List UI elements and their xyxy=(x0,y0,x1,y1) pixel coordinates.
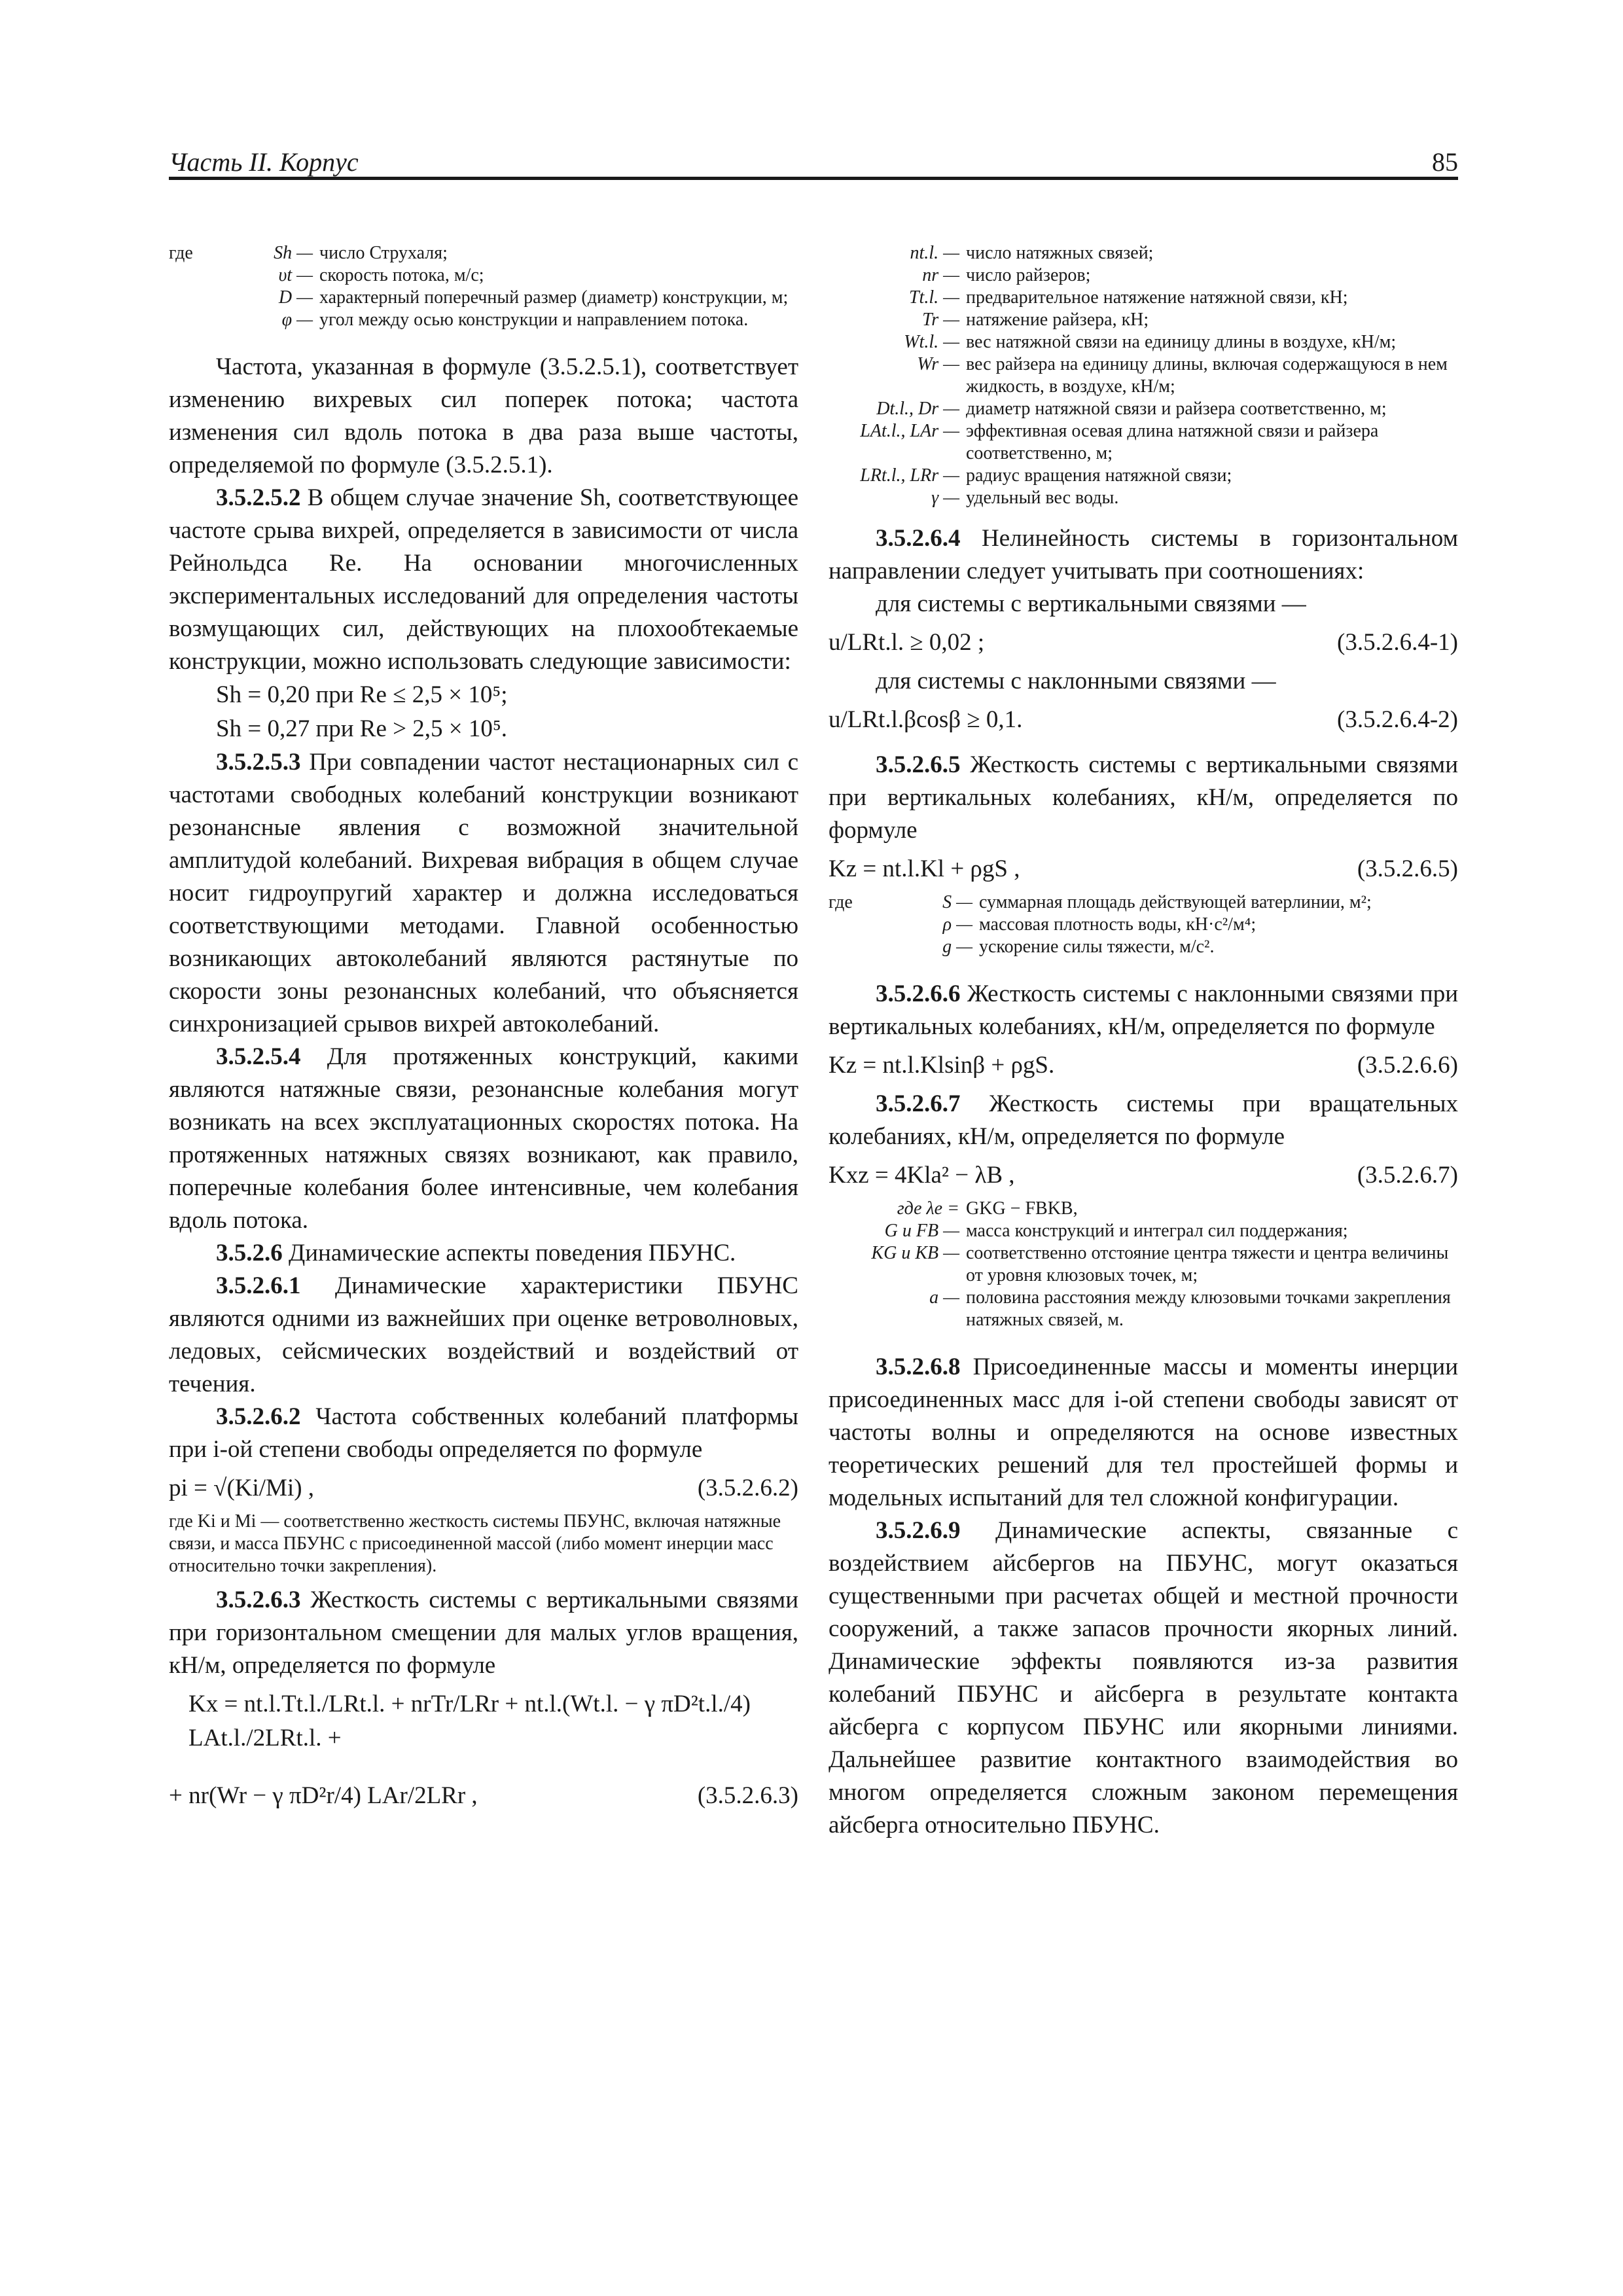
section-3-5-2-6-5: 3.5.2.6.5 Жесткость системы с вертикальными связями при вертикальных колебаниях, кН/м, определяется по формуле xyxy=(829,751,1458,844)
formula-3-5-2-6-4-1: u/LRt.l. ≥ 0,02 ; (3.5.2.6.4-1) xyxy=(829,629,1458,656)
legend-tension-legs xyxy=(829,242,1458,509)
legend-row xyxy=(829,264,1458,287)
legend-symbol: a — xyxy=(929,1287,959,1308)
section-3-5-2-5-4: 3.5.2.5.4 Для протяженных конструкций, какими являются натяжные связи, резонансные колебания могут возникать на всех эксплуатационных скоростях потока. На протяженных натяжных связях возникают, как правило, поперечные колебания более интенсивные, чем колебания вдоль потока. xyxy=(169,1043,799,1234)
legend-row xyxy=(901,914,1458,936)
legend-row xyxy=(829,420,1458,465)
section-3-5-2-6-6: 3.5.2.6.6 Жесткость системы с наклонными связями при вертикальных колебаниях, кН/м, определяется по формуле xyxy=(829,980,1458,1040)
legend-symbol: nr — xyxy=(922,265,959,285)
header-rule xyxy=(169,177,1458,180)
legend-symbol: S — xyxy=(942,892,972,912)
legend-description: характерный поперечный размер (диаметр) конструкции, м; xyxy=(319,287,789,308)
legend-description: соответственно отстояние центра тяжести и центра величины от уровня клюзовых точек, м; xyxy=(966,1243,1449,1285)
legend-row xyxy=(829,1220,1458,1242)
legend-symbol: ρ — xyxy=(942,914,972,935)
section-3-5-2-6-1: 3.5.2.6.1 Динамические характеристики ПБУНС являются одними из важнейших при оценке ветроволновых, ледовых, сейсмических воздействий и воздействий от течения. xyxy=(169,1272,798,1397)
paragraph: Частота, указанная в формуле (3.5.2.5.1), соответствует изменению вихревых сил поперек потока; частота изменения сил вдоль потока в два раза выше частоты, определяемой по формуле (3.5.2.5.1). xyxy=(169,353,798,478)
section-3-5-2-6-4: 3.5.2.6.4 Нелинейность системы в горизонтальном направлении следует учитывать при соотношениях: xyxy=(829,525,1458,584)
section-3-5-2-6-2: 3.5.2.6.2 Частота собственных колебаний платформы при i-ой степени свободы определяется по формуле xyxy=(169,1403,799,1463)
legend-description: суммарная площадь действующей ватерлинии, м²; xyxy=(979,892,1372,912)
legend-label: где xyxy=(829,892,853,912)
legend-description: эффективная осевая длина натяжной связи и райзера соответственно, м; xyxy=(966,421,1379,463)
paragraph-inclined: для системы с наклонными связями — xyxy=(876,668,1276,694)
formula-kx-line1: Kx = nt.l.Tt.l./LRt.l. + nrTr/LRr + nt.l.(Wt.l. − γ πD²t.l./4) LAt.l./2LRt.l. + xyxy=(188,1691,751,1751)
legend-symbol: KG и KB — xyxy=(871,1243,959,1263)
legend-symbol: Wr — xyxy=(917,354,959,374)
legend-description: половина расстояния между клюзовыми точками закрепления натяжных связей, м. xyxy=(966,1287,1451,1330)
legend-description: GKG − FBKB, xyxy=(966,1198,1078,1219)
legend-description: удельный вес воды. xyxy=(966,488,1119,508)
legend-row xyxy=(241,242,798,264)
legend-description: масса конструкций и интеграл сил поддержания; xyxy=(966,1221,1348,1241)
legend-description: число натяжных связей; xyxy=(966,243,1154,263)
paragraph-vertical: для системы с вертикальными связями — xyxy=(876,590,1306,617)
section-3-5-2-5-2: 3.5.2.5.2 В общем случае значение Sh, соответствующее частоте срыва вихрей, определяется в зависимости от числа Рейнольдса Re. На основании многочисленных экспериментальных исследований для определения частоты возмущающих сил, действующих на плохообтекаемые конструкции, можно использовать следующие зависимости: xyxy=(169,484,798,675)
legend-rotational xyxy=(829,1198,1458,1331)
running-title: Часть II. Корпус xyxy=(169,147,359,177)
formula-3-5-2-6-2: pi = √(Ki/Mi) , (3.5.2.6.2) xyxy=(169,1475,798,1501)
legend-row xyxy=(829,353,1458,398)
left-column xyxy=(169,242,798,1818)
legend-row xyxy=(829,331,1458,353)
legend-symbol: nt.l. — xyxy=(910,243,959,263)
formula-3-5-2-6-6: Kz = nt.l.Klsinβ + ρgS. (3.5.2.6.6) xyxy=(829,1052,1458,1079)
legend-symbol: где λe = xyxy=(897,1198,959,1219)
legend-symbol: Dt.l., Dr — xyxy=(876,399,959,419)
legend-row xyxy=(829,465,1458,487)
legend-row xyxy=(829,398,1458,420)
legend-row xyxy=(241,287,798,309)
legend-strouhal xyxy=(169,242,798,331)
formula-kx-line2: + nr(Wr − γ πD²r/4) LAr/2LRr , (3.5.2.6.3) xyxy=(169,1782,798,1809)
right-column xyxy=(829,242,1458,1842)
legend-row xyxy=(901,891,1458,914)
legend-symbol: LRt.l., LRr — xyxy=(860,465,959,486)
formula-3-5-2-6-4-2: u/LRt.l.βcosβ ≥ 0,1. (3.5.2.6.4-2) xyxy=(829,706,1458,733)
legend-symbol: φ — xyxy=(281,310,313,330)
legend-symbol: Tt.l. — xyxy=(908,287,959,308)
legend-symbol: Tr — xyxy=(922,310,959,330)
legend-symbol: υt — xyxy=(278,265,313,285)
section-3-5-2-6-8: 3.5.2.6.8 Присоединенные массы и моменты инерции присоединенных масс для i-ой степени свободы зависят от частоты волны и определяются на основе известных теоретических решений для тел простейшей формы и модельных испытаний для тел сложной конфигурации. xyxy=(829,1354,1458,1511)
legend-symbol: Wt.l. — xyxy=(904,332,959,352)
legend-label: где xyxy=(169,243,193,263)
legend-description: радиус вращения натяжной связи; xyxy=(966,465,1232,486)
legend-description: массовая плотность воды, кН·с²/м⁴; xyxy=(979,914,1257,935)
legend-row xyxy=(829,242,1458,264)
legend-row xyxy=(829,309,1458,331)
formula-sh-1: Sh = 0,20 при Re ≤ 2,5 × 10⁵; xyxy=(216,681,508,708)
legend-description: вес райзера на единицу длины, включая содержащуюся в нем жидкость, в воздухе, кН/м; xyxy=(966,354,1448,397)
legend-row xyxy=(829,487,1458,509)
legend-symbol: G и FB — xyxy=(884,1221,959,1241)
page-number: 85 xyxy=(1432,147,1458,177)
legend-symbol: g — xyxy=(942,937,972,957)
legend-row xyxy=(829,1198,1458,1220)
legend-row xyxy=(901,936,1458,958)
legend-description: число райзеров; xyxy=(966,265,1091,285)
section-3-5-2-6: 3.5.2.6 Динамические аспекты поведения ПБУНС. xyxy=(216,1240,736,1266)
legend-description: скорость потока, м/с; xyxy=(319,265,484,285)
legend-row xyxy=(829,1287,1458,1331)
legend-symbol: LAt.l., LAr — xyxy=(860,421,959,441)
formula-3-5-2-6-7: Kxz = 4Kla² − λB , (3.5.2.6.7) xyxy=(829,1162,1458,1189)
legend-description: число Струхаля; xyxy=(319,243,448,263)
legend-description: вес натяжной связи на единицу длины в воздухе, кН/м; xyxy=(966,332,1397,352)
legend-description: ускорение силы тяжести, м/с². xyxy=(979,937,1215,957)
legend-s-rho-g xyxy=(829,891,1458,958)
legend-row xyxy=(241,264,798,287)
formula-sh-2: Sh = 0,27 при Re > 2,5 × 10⁵. xyxy=(216,715,508,742)
legend-row xyxy=(829,1242,1458,1287)
section-3-5-2-5-3: 3.5.2.5.3 При совпадении частот нестационарных сил с частотами свободных колебаний конструкции возникают резонансные явления с возможной значительной амплитудой колебаний. Вихревая вибрация в общем случае носит гидроупругий характер и должна исследоваться соответствующими методами. Главной особенностью возникающих автоколебаний являются растянутые по скорости зоны резонансных колебаний, что объясняется синхронизацией срывов вихрей автоколебаний. xyxy=(169,749,799,1037)
section-3-5-2-6-9: 3.5.2.6.9 Динамические аспекты, связанные с воздействием айсбергов на ПБУНС, могут оказаться существенными при расчетах общей и местной прочности сооружений, а также запасов прочности якорных линий. Динамические эффекты появляются из-за развития колебаний ПБУНС и айсберга в результате контакта айсберга с корпусом ПБУНС или якорными линиями. Дальнейшее развитие контактного взаимодействия во многом определяется сложным законом перемещения айсберга относительно ПБУНС. xyxy=(829,1517,1459,1839)
legend-symbol: γ — xyxy=(931,488,959,508)
legend-ki-mi: где Ki и Mi — соответственно жесткость системы ПБУНС, включая натяжные связи, и масса ПБУНС с присоединенной массой (либо момент инерции масс относительно точки закрепления). xyxy=(169,1511,781,1576)
legend-symbol: Sh — xyxy=(274,243,313,263)
legend-description: предварительное натяжение натяжной связи, кН; xyxy=(966,287,1348,308)
section-3-5-2-6-7: 3.5.2.6.7 Жесткость системы при вращательных колебаниях, кН/м, определяется по формуле xyxy=(829,1090,1458,1150)
section-3-5-2-6-3: 3.5.2.6.3 Жесткость системы с вертикальными связями при горизонтальном смещении для малых углов вращения, кН/м, определяется по формуле xyxy=(169,1587,798,1679)
legend-description: угол между осью конструкции и направлением потока. xyxy=(319,310,749,330)
formula-3-5-2-6-5: Kz = nt.l.Kl + ρgS , (3.5.2.6.5) xyxy=(829,855,1458,882)
legend-symbol: D — xyxy=(278,287,313,308)
legend-row xyxy=(829,287,1458,309)
legend-description: диаметр натяжной связи и райзера соответственно, м; xyxy=(966,399,1387,419)
legend-description: натяжение райзера, кН; xyxy=(966,310,1149,330)
legend-row xyxy=(241,309,798,331)
